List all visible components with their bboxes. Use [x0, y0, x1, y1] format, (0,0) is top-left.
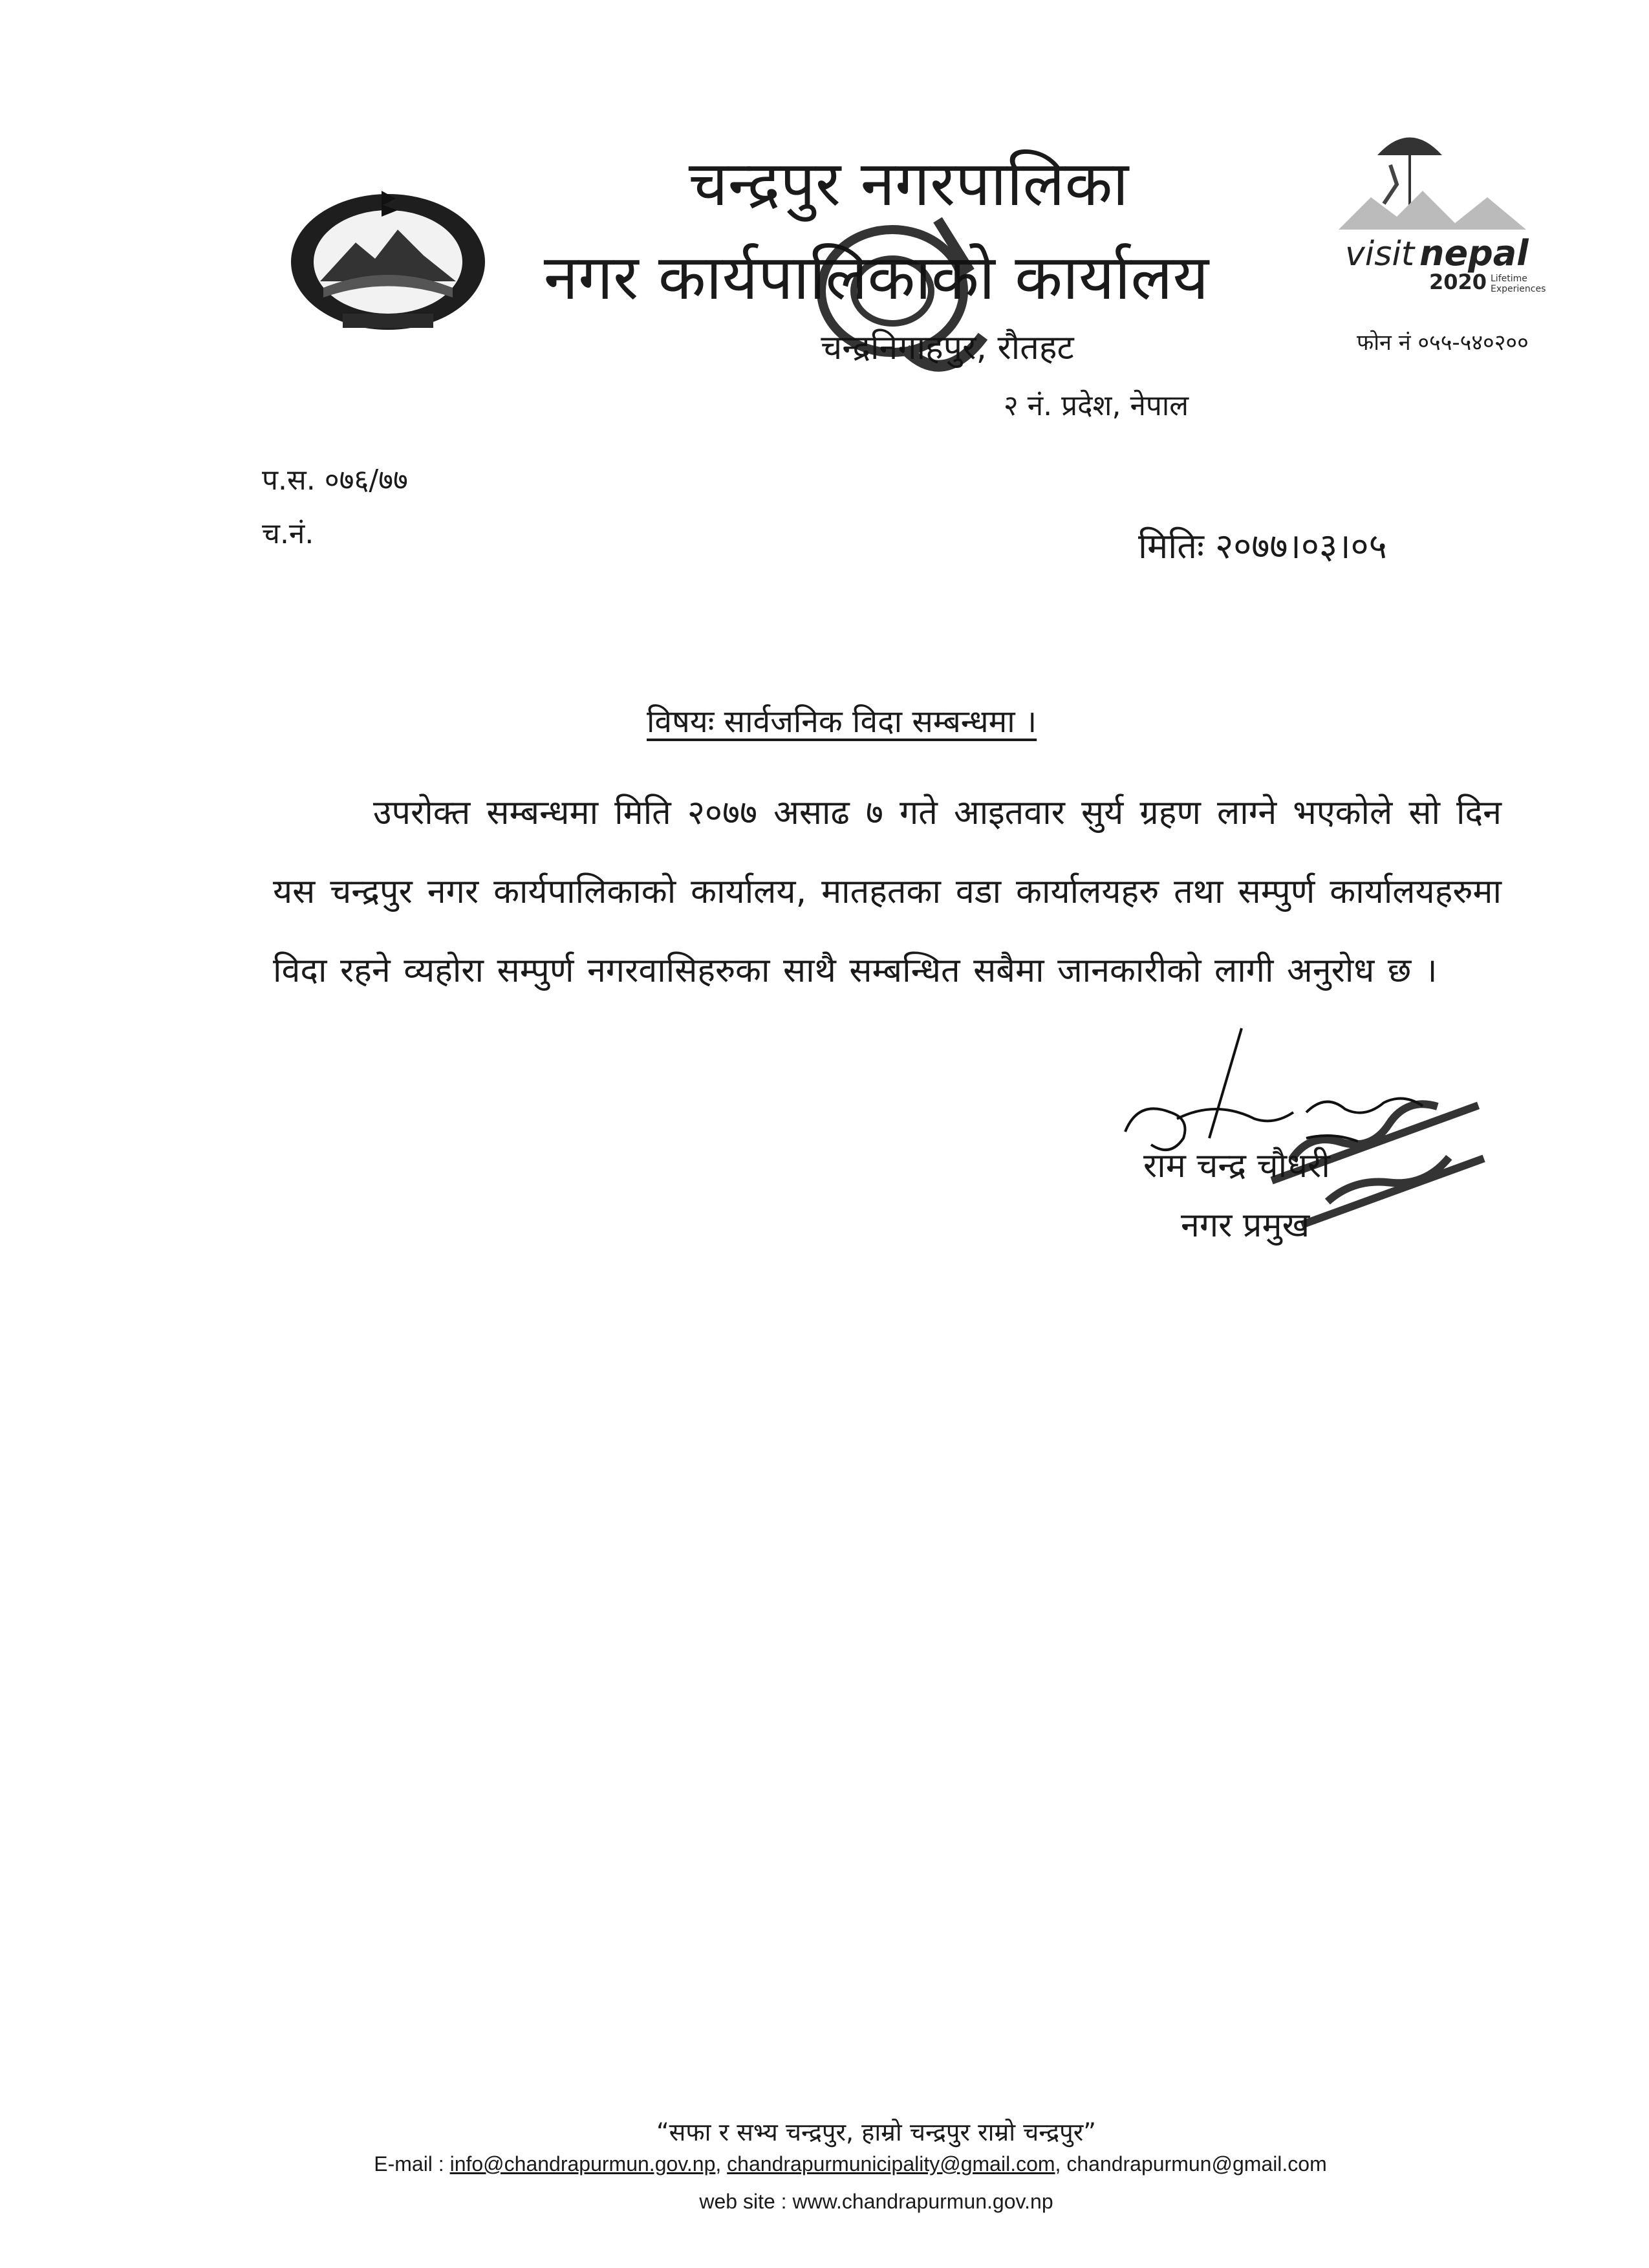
- year-text: 2020: [1429, 270, 1487, 294]
- signatory-name: राम चन्द्र चौधरी: [1143, 1147, 1330, 1185]
- tagline-lifetime: Lifetime: [1491, 274, 1527, 284]
- website-link[interactable]: www.chandrapurmun.gov.np: [792, 2190, 1053, 2213]
- office-province: २ नं. प्रदेश, नेपाल: [1003, 389, 1189, 422]
- tagline-experiences: Experiences: [1491, 284, 1546, 294]
- signatory-title: नगर प्रमुख: [1181, 1206, 1310, 1245]
- letter-subject: विषयः सार्वजनिक विदा सम्बन्धमा ।: [647, 704, 1037, 740]
- office-address: चन्द्रनिगाहपुर, रौतहट: [821, 329, 1074, 367]
- visit-text: visit: [1345, 235, 1415, 274]
- email-label: E-mail :: [374, 2152, 444, 2176]
- office-round-stamp: [776, 194, 1009, 401]
- email-link-municipality[interactable]: chandrapurmunicipality@gmail.com: [727, 2152, 1055, 2176]
- footer-website: [0, 2190, 1649, 2214]
- municipality-title: चन्द्रपुर नगरपालिका: [688, 147, 1129, 220]
- mayor-name-stamp: [1248, 1070, 1520, 1264]
- dispatch-number: च.नं.: [262, 517, 314, 550]
- letter-body: उपरोक्त सम्बन्धमा मिति २०७७ असाढ ७ गते आइतवार सुर्य ग्रहण लाग्ने भएकोले सो दिन यस चन्द्रपुर नगर कार्यपालिकाको कार्यालय, मातहतका वडा कार्यालयहरु तथा सम्पुर्ण कार्यालयहरुमा विदा रहने व्यहोरा सम्पुर्ण नगरवासिहरुका साथै सम्बन्धित सबैमा जानकारीको लागी अनुरोध छ ।: [273, 794, 1502, 990]
- email-link-info[interactable]: info@chandrapurmun.gov.np: [449, 2152, 716, 2176]
- nepal-text: nepal: [1419, 233, 1529, 274]
- website-label: web site :: [699, 2190, 787, 2213]
- letter-date: मितिः २०७७।०३।०५: [1138, 526, 1387, 567]
- phone-number: फोन नं ०५५-५४०२००: [1357, 330, 1529, 356]
- footer-emails: E-mail : info@chandrapurmun.gov.np, chandrapurmunicipality@gmail.com, chandrapurmun@gmail.com: [374, 2152, 1327, 2176]
- email-link-chandrapurmun[interactable]: chandrapurmun@gmail.com: [1066, 2152, 1327, 2176]
- office-title: नगर कार्यपालिकाको कार्यालय: [543, 241, 1209, 314]
- reference-number: प.स. ०७६/७७: [262, 464, 408, 497]
- footer-motto: “सफा र सभ्य चन्द्रपुर, हाम्रो चन्द्रपुर राम्रो चन्द्रपुर”: [656, 2118, 1096, 2146]
